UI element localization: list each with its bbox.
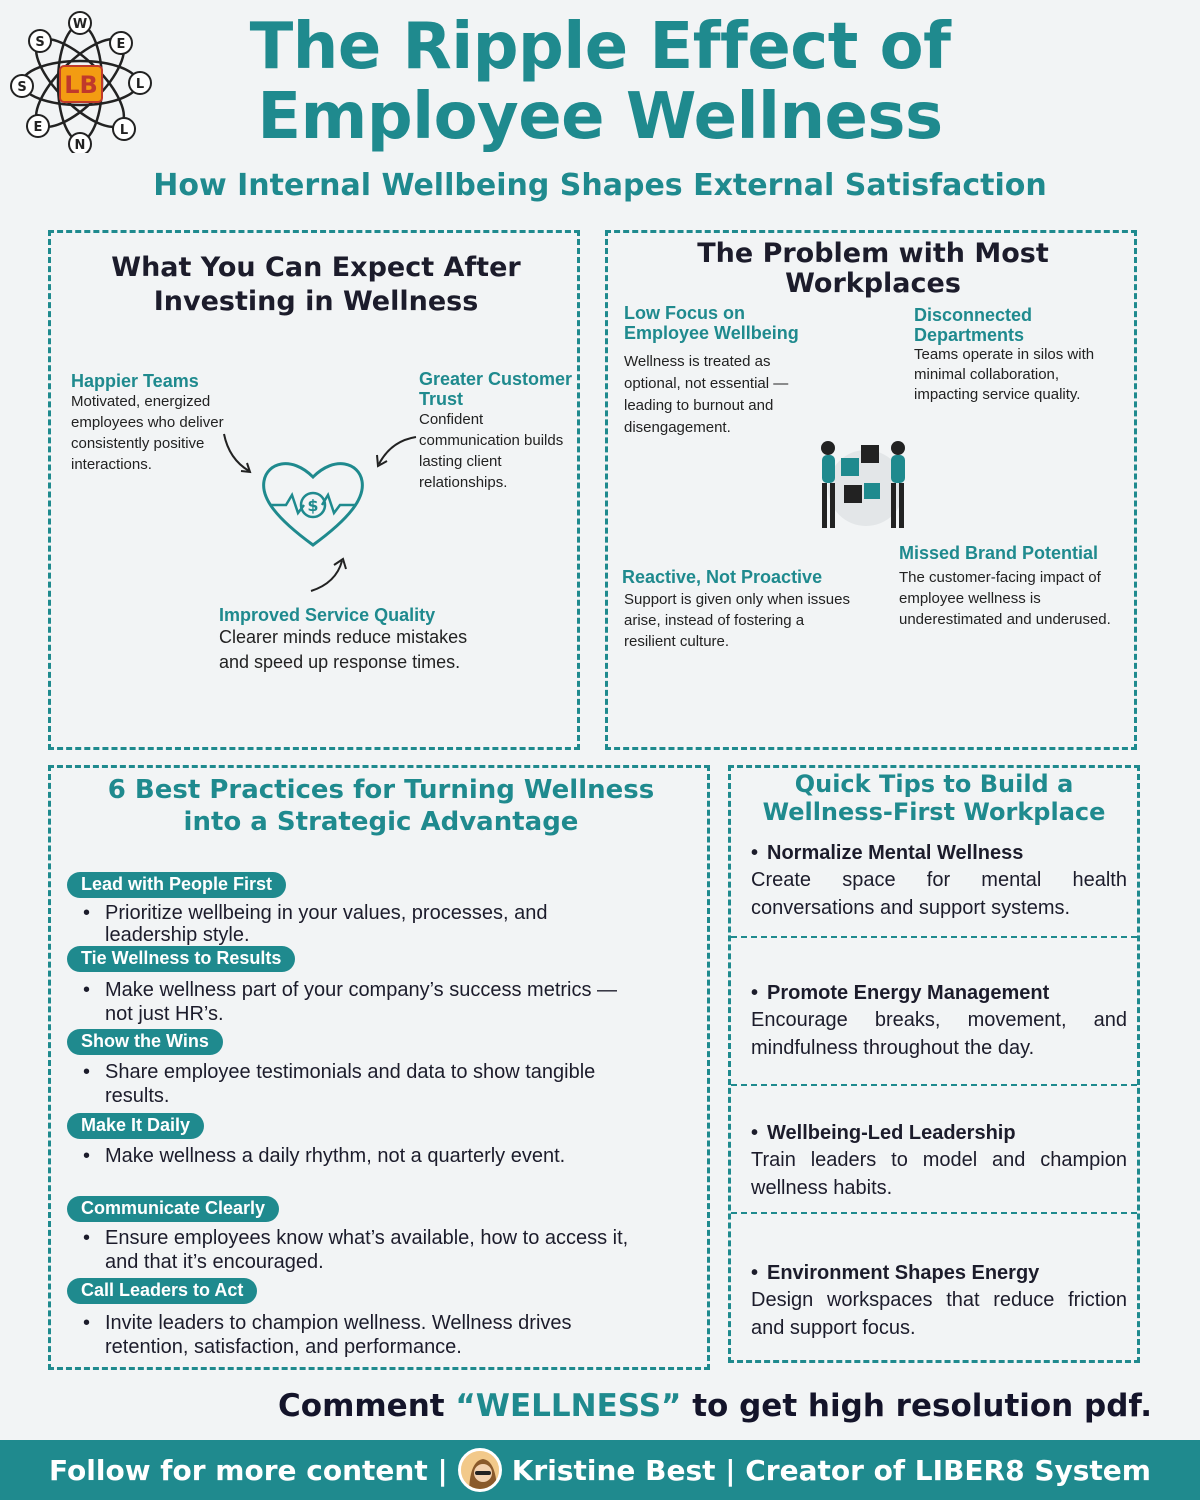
expect-panel [48, 230, 580, 750]
arrow-icon [219, 429, 259, 479]
tip-title: • Environment Shapes Energy [751, 1260, 1127, 1286]
practice-text: • Share employee testimonials and data to show tangible results. [79, 1060, 639, 1108]
tip-environment-energy [731, 1260, 1137, 1342]
tip-text: Design workspaces that reduce friction and support focus. [751, 1289, 1127, 1339]
practice-pill-call-leaders: Call Leaders to Act [67, 1278, 257, 1304]
logo-letter: S [17, 80, 27, 95]
expect-item-title: Happier Teams [71, 371, 199, 391]
cta-before: Comment [278, 1388, 456, 1424]
avatar [458, 1448, 502, 1492]
page-subtitle: How Internal Wellbeing Shapes External Satisfaction [153, 168, 1047, 203]
problem-item-text: Support is given only when issues arise, instead of fostering a resilient culture. [624, 591, 850, 650]
practice-text: • Prioritize wellbeing in your values, processes, and leadership style. [79, 902, 639, 946]
tip-title: • Wellbeing-Led Leadership [751, 1120, 1127, 1146]
practice-pill-make-daily: Make It Daily [67, 1113, 204, 1139]
logo-letter: E [33, 120, 43, 135]
practice-text: • Make wellness a daily rhythm, not a quarterly event. [79, 1144, 639, 1168]
practice-pill-tie-wellness: Tie Wellness to Results [67, 946, 295, 972]
problem-item-text: Wellness is treated as optional, not essential — leading to burnout and disengagement. [624, 353, 789, 436]
problem-item-title: Disconnected Departments [914, 305, 1033, 345]
expect-item-title: Improved Service Quality [219, 605, 436, 625]
problem-item-missed-brand [899, 543, 1134, 630]
tip-wellbeing-leadership [731, 1120, 1137, 1202]
logo-letter: N [74, 138, 86, 153]
title-line-1: The Ripple Effect of [249, 10, 951, 84]
page-title [200, 12, 1000, 152]
practices-title: 6 Best Practices for Turning Wellness into a Strategic Advantage [107, 775, 655, 837]
practice-text: • Make wellness part of your company’s success metrics — not just HR’s. [79, 978, 639, 1026]
tip-text: Encourage breaks, movement, and mindfulness throughout the day. [751, 1009, 1127, 1059]
problem-title: The Problem with Most Workplaces [697, 238, 1049, 299]
logo-monogram: LB [64, 71, 98, 99]
practice-pill-lead-people: Lead with People First [67, 872, 286, 898]
expect-item-customer-trust [419, 369, 579, 493]
expect-title: What You Can Expect After Investing in Wellness [111, 252, 521, 317]
footer [0, 1440, 1200, 1500]
tip-title: • Normalize Mental Wellness [751, 840, 1127, 866]
problem-item-disconnected [914, 305, 1114, 405]
problem-item-text: Teams operate in silos with minimal collaboration, impacting service quality. [914, 346, 1095, 403]
tip-text: Train leaders to model and champion wellness habits. [751, 1149, 1127, 1199]
cta-keyword: “WELLNESS” [455, 1388, 682, 1424]
title-line-2: Employee Wellness [257, 80, 943, 154]
practices-panel [48, 765, 710, 1370]
logo [8, 8, 153, 153]
tips-panel [728, 765, 1140, 1363]
problem-item-title: Low Focus on Employee Wellbeing [624, 303, 799, 343]
practice-pill-communicate: Communicate Clearly [67, 1196, 279, 1222]
problem-item-low-focus [624, 303, 824, 439]
problem-item-text: The customer-facing impact of employee wellness is underestimated and underused. [899, 569, 1111, 628]
cta-after: to get high resolution pdf. [681, 1388, 1152, 1424]
divider [731, 1084, 1137, 1086]
footer-author: Kristine Best | Creator of LIBER8 System [511, 1453, 1151, 1487]
divider [731, 936, 1137, 938]
expect-item-title: Greater Customer Trust [419, 369, 573, 409]
tip-text: Create space for mental health conversations and support systems. [751, 869, 1127, 919]
expect-item-text: Motivated, energized employees who deliver consistently positive interactions. [71, 393, 224, 473]
tip-title: • Promote Energy Management [751, 980, 1127, 1006]
tip-energy-management [731, 980, 1137, 1062]
heart-dollar-icon [256, 453, 371, 558]
logo-letter: L [135, 77, 145, 92]
tip-normalize-mental [731, 840, 1137, 922]
expect-item-happier-teams [71, 371, 241, 475]
call-to-action [278, 1388, 1152, 1424]
tips-title: Quick Tips to Build a Wellness-First Workplace [762, 770, 1106, 826]
expect-item-text: Confident communication builds lasting client relationships. [419, 411, 564, 491]
problem-item-title: Missed Brand Potential [899, 543, 1099, 563]
problem-panel [605, 230, 1137, 750]
svg-text:$: $ [307, 496, 319, 515]
logo-letter: S [35, 35, 45, 50]
logo-letter: W [72, 17, 88, 32]
practice-text: • Invite leaders to champion wellness. Wellness drives retention, satisfaction, and performance. [79, 1311, 639, 1359]
arrow-icon [371, 429, 421, 474]
expect-item-text: Clearer minds reduce mistakes and speed up response times. [219, 627, 468, 672]
expect-item-service-quality [219, 605, 479, 675]
problem-item-title: Reactive, Not Proactive [622, 567, 823, 587]
divider [731, 1212, 1137, 1214]
practice-pill-show-wins: Show the Wins [67, 1029, 223, 1055]
team-puzzle-illustration [806, 433, 921, 538]
problem-item-reactive [622, 567, 852, 652]
footer-follow: Follow for more content | [49, 1453, 448, 1487]
logo-letter: L [119, 123, 129, 138]
arrow-icon [306, 553, 351, 598]
logo-letter: E [116, 37, 126, 52]
practice-text: • Ensure employees know what’s available, how to access it, and that it’s encouraged. [79, 1226, 639, 1274]
